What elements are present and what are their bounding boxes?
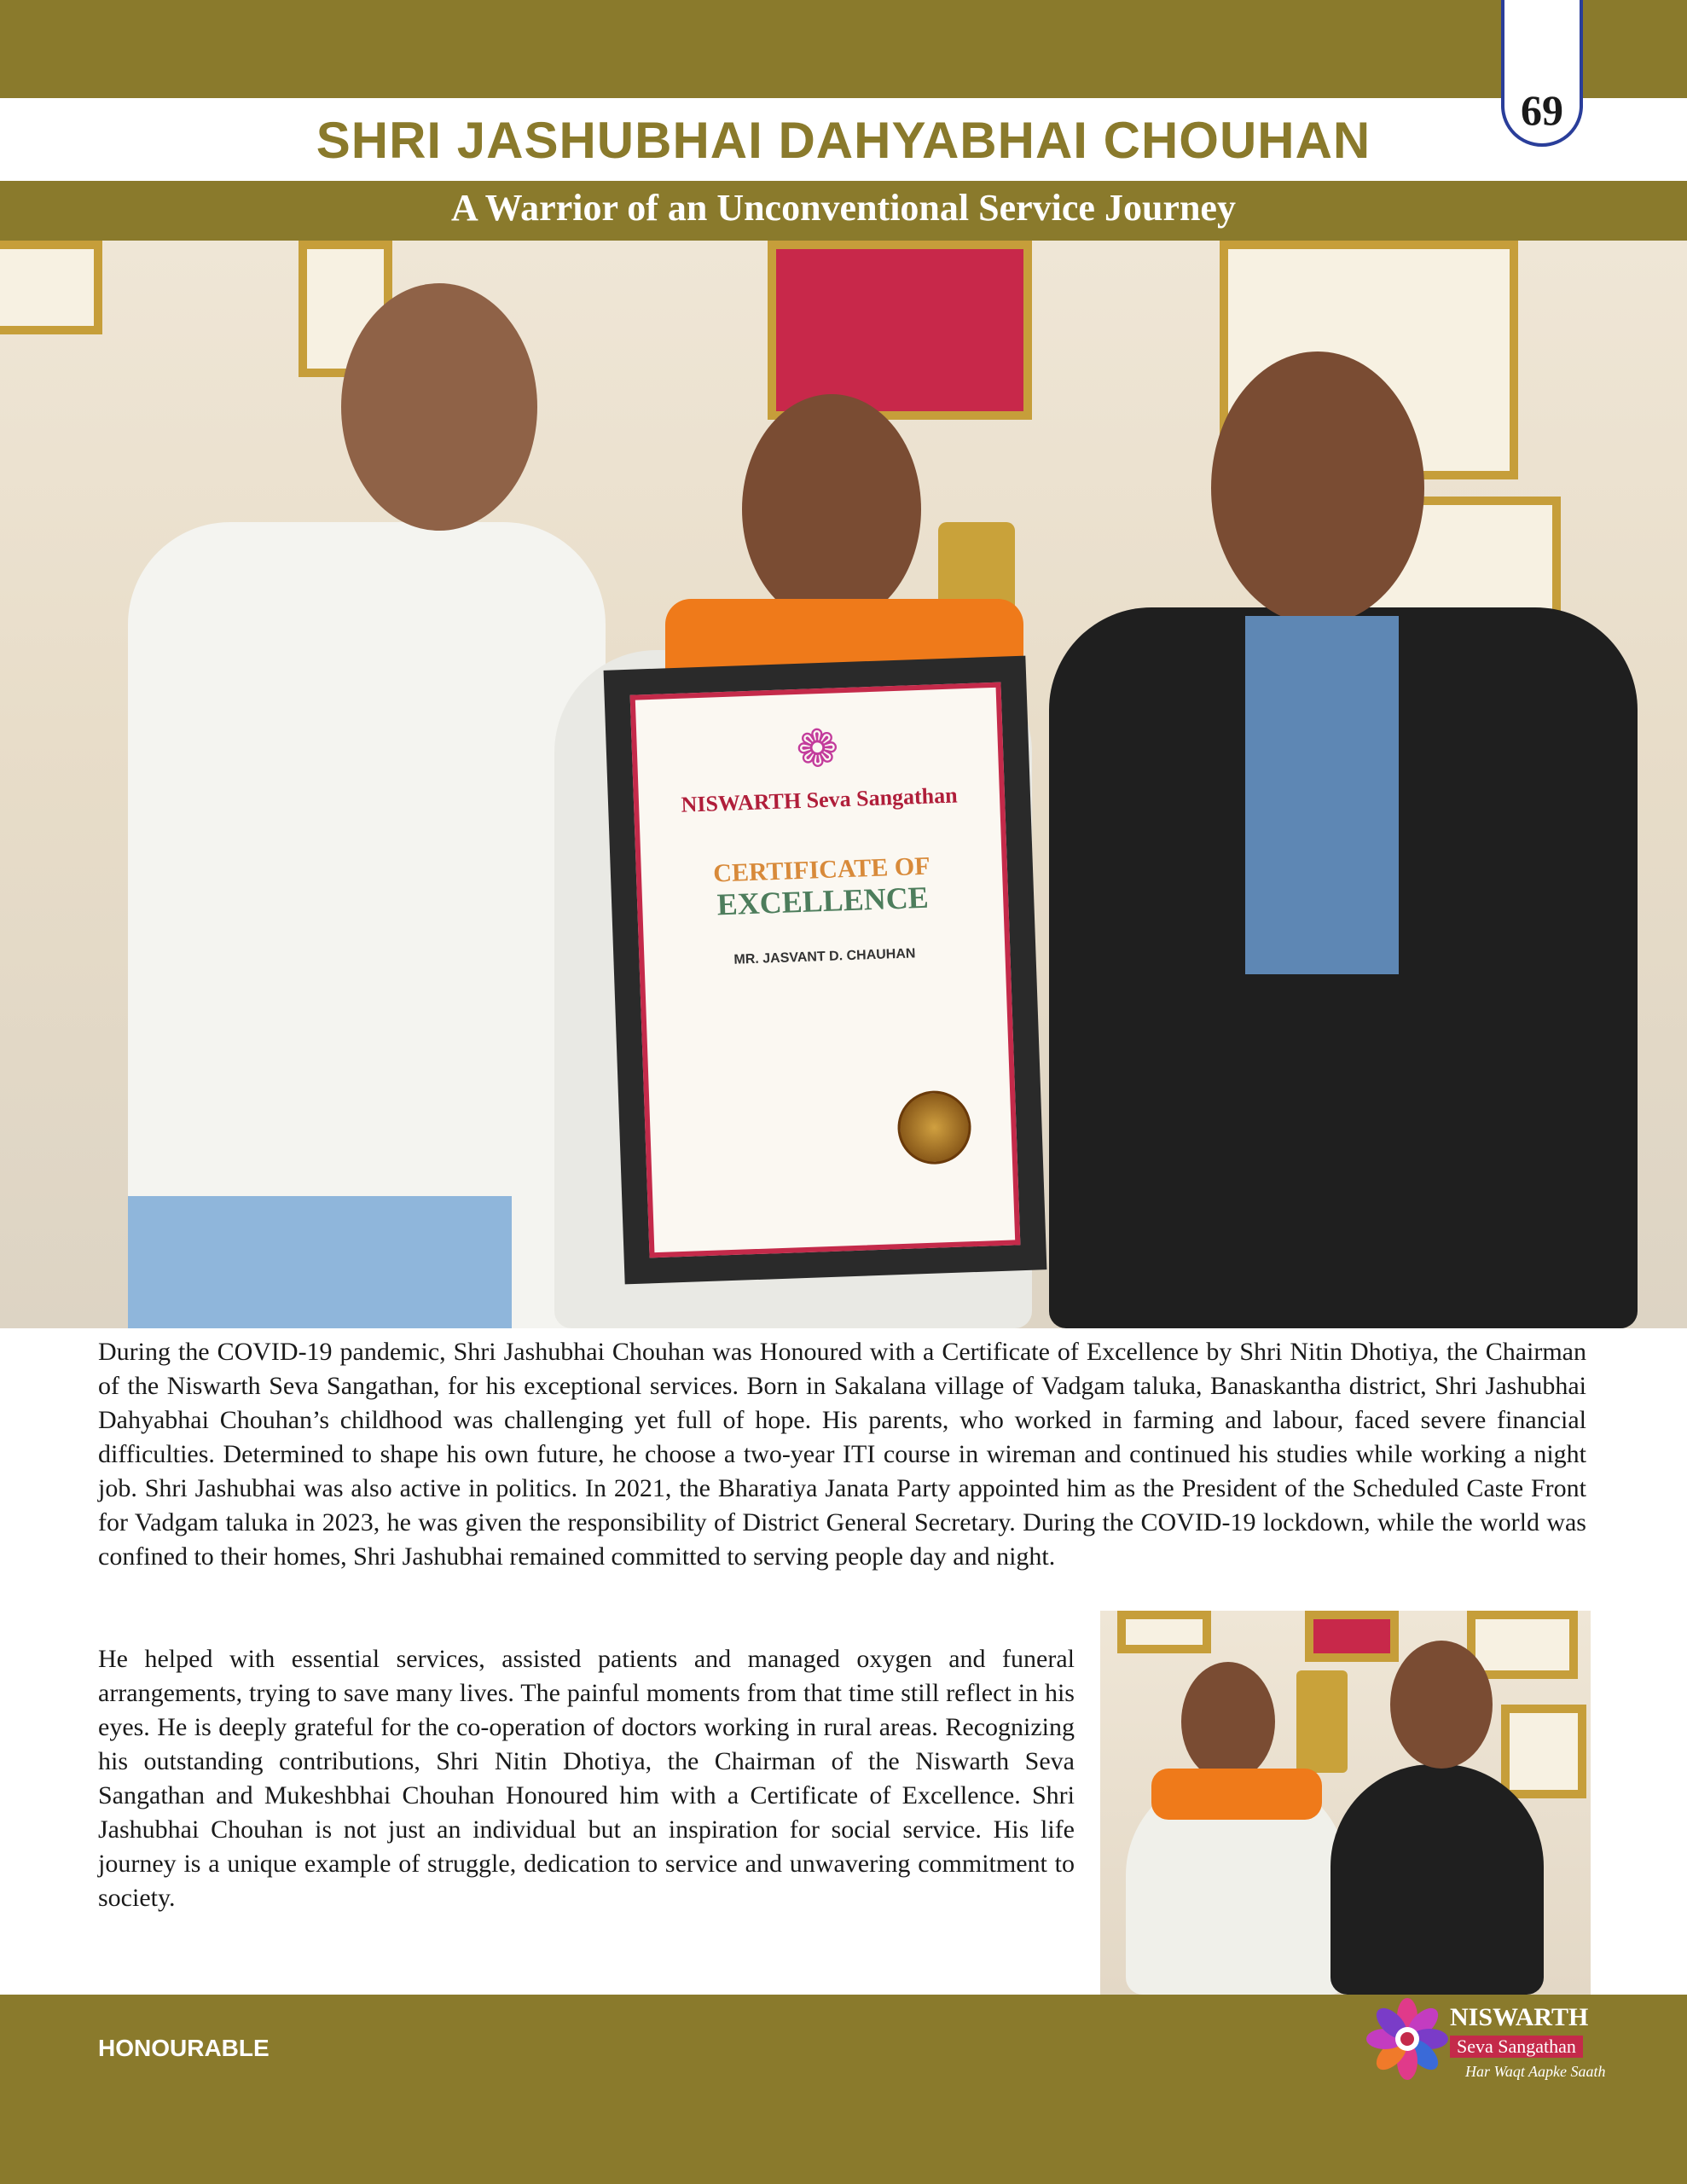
seal-icon xyxy=(896,1089,972,1165)
trophy xyxy=(1296,1670,1348,1773)
footer-brand-subname: Seva Sangathan xyxy=(1450,2036,1583,2058)
inset-saffron-scarf xyxy=(1151,1769,1322,1820)
niswarth-lotus-logo-icon xyxy=(1365,1996,1450,2082)
page-title: SHRI JASHUBHAI DAHYABHAI CHOUHAN xyxy=(316,112,1371,169)
person-left-jeans xyxy=(128,1196,512,1328)
inset-person-left-head xyxy=(1181,1662,1275,1781)
person-right-head xyxy=(1211,351,1424,624)
wall-frame xyxy=(0,241,102,334)
person-right-shirt xyxy=(1245,616,1399,974)
inset-person-right xyxy=(1330,1764,1544,1995)
wall-frame xyxy=(1305,1611,1399,1662)
footer-brand-name: NISWARTH xyxy=(1450,2003,1589,2031)
certificate-recipient: MR. JASVANT D. CHAUHAN xyxy=(733,946,916,967)
inset-photo xyxy=(1100,1611,1591,1995)
lotus-logo-icon: ❁ xyxy=(795,718,840,781)
person-left-head xyxy=(341,283,537,531)
certificate-frame xyxy=(604,656,1047,1285)
certificate xyxy=(630,682,1021,1258)
inset-person-right-head xyxy=(1390,1641,1493,1769)
footer-section-label: HONOURABLE xyxy=(98,2035,270,2061)
wall-frame xyxy=(768,241,1032,420)
person-center-head xyxy=(742,394,921,624)
certificate-heading-1: CERTIFICATE OF xyxy=(712,851,931,888)
certificate-heading-2: EXCELLENCE xyxy=(716,880,930,922)
top-band xyxy=(0,0,1687,98)
certificate-brand: NISWARTH Seva Sangathan xyxy=(681,782,959,817)
hero-photo xyxy=(0,241,1687,1328)
page-subtitle: A Warrior of an Unconventional Service Journey xyxy=(451,187,1236,229)
wall-frame xyxy=(1501,1705,1586,1798)
article-paragraph-2: He helped with essential services, assisted patients and managed oxygen and funeral arrangements, trying to save many lives. The painful moments from that time still reflect in his eyes. He is deeply grateful for the co-operation of doctors working in rural areas. Recognizing his outstanding contributions, Shri Nitin Dhotiya, the Chairman of the Niswarth Seva Sangathan and Mukeshbhai Chouhan Honoured him with a Certificate of Excellence. Shri Jashubhai Chouhan is not just an individual but an inspiration for social service. His life journey is a unique example of struggle, dedication to service and unwavering commitment to society. xyxy=(98,1645,1075,1912)
article-paragraph-1: During the COVID-19 pandemic, Shri Jashubhai Chouhan was Honoured with a Certificate of Excellence by Shri Nitin Dhotiya, the Chairman of the Niswarth Seva Sangathan, for his exceptional services. Born in Sakalana village of Vadgam taluka, Banaskantha district, Shri Jashubhai Dahyabhai Chouhan’s childhood was challenging yet full of hope. His parents, who worked in farming and labour, faced severe financial difficulties. Determined to shape his own future, he choose a two-year ITI course in wireman and continued his studies while working a night job. Shri Jashubhai was also active in politics. In 2021, the Bharatiya Janata Party appointed him as the President of the Scheduled Caste Front for Vadgam taluka in 2023, he was given the responsibility of District General Secretary. During the COVID-19 lockdown, while the world was confined to their homes, Shri Jashubhai remained committed to serving people day and night. xyxy=(98,1338,1586,1571)
page-number: 69 xyxy=(1521,86,1563,134)
footer-tagline: Har Waqt Aapke Saath xyxy=(1465,2063,1606,2080)
wall-frame xyxy=(1117,1611,1211,1653)
